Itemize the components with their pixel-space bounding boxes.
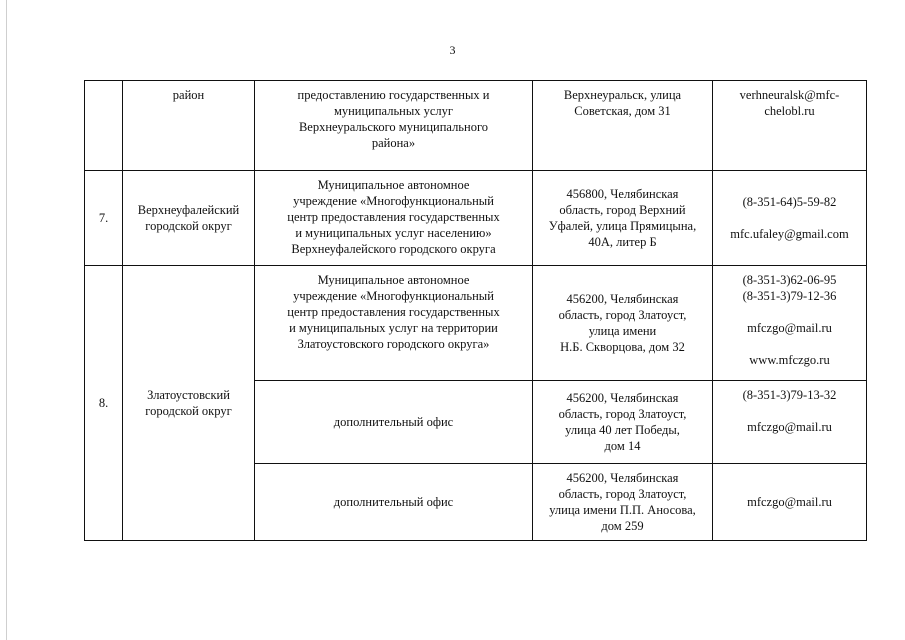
- contacts-cell: [713, 464, 867, 541]
- spacer-line: [716, 403, 863, 419]
- address-cell: [533, 81, 713, 171]
- email-text: mfc.ufaley@gmail.com: [730, 227, 849, 241]
- district-cell: [123, 81, 255, 171]
- row-number-cell: [85, 171, 123, 266]
- text-line: область, город Златоуст,: [558, 308, 687, 322]
- phone-text: (8-351-64)5-59-82: [742, 195, 837, 209]
- address-cell: [533, 266, 713, 381]
- text-line: предоставлению государственных и: [297, 88, 490, 102]
- email-text: mfczgo@mail.ru: [747, 321, 832, 335]
- address-cell: [533, 464, 713, 541]
- text-line: Златоустовский: [147, 388, 230, 402]
- text-line: дополнительный офис: [333, 495, 454, 509]
- text-line: учреждение «Многофункциональный: [293, 289, 494, 303]
- contacts-cell: [713, 266, 867, 381]
- organization-cell: [255, 81, 533, 171]
- phone-text: (8-351-3)79-12-36: [742, 289, 837, 303]
- text-line: Советская, дом 31: [574, 104, 671, 118]
- text-line: 40А, литер Б: [588, 235, 657, 249]
- text-line: область, город Златоуст,: [558, 407, 687, 421]
- email-text: mfczgo@mail.ru: [747, 495, 832, 509]
- text-line: и муниципальных услуг на территории: [289, 321, 498, 335]
- text-line: центр предоставления государственных: [287, 305, 500, 319]
- text-line: дом 259: [601, 519, 644, 533]
- text-line: улица 40 лет Победы,: [565, 423, 680, 437]
- organization-cell: [255, 266, 533, 381]
- district-cell: [123, 171, 255, 266]
- text-line: 456200, Челябинская: [566, 292, 679, 306]
- address-cell: [533, 381, 713, 464]
- organization-cell: [255, 464, 533, 541]
- text-line: муниципальных услуг: [333, 104, 454, 118]
- mfc-table: [84, 80, 867, 541]
- text-line: Верхнеуфалейский: [137, 203, 240, 217]
- text-line: район: [172, 88, 205, 102]
- text-line: центр предоставления государственных: [287, 210, 500, 224]
- phone-text: (8-351-3)79-13-32: [742, 388, 837, 402]
- text-line: и муниципальных услуг населению»: [295, 226, 492, 240]
- email-text: chelobl.ru: [764, 104, 815, 118]
- text-line: Н.Б. Скворцова, дом 32: [560, 340, 685, 354]
- contacts-cell: [713, 381, 867, 464]
- address-cell: [533, 171, 713, 266]
- text-line: Златоустовского городского округа»: [297, 337, 490, 351]
- spacer-line: [716, 304, 863, 320]
- text-line: Муниципальное автономное: [317, 273, 470, 287]
- text-line: Верхнеуфалейского городского округа: [291, 242, 496, 256]
- row-number-cell: [85, 266, 123, 541]
- row-number: 7.: [98, 211, 109, 225]
- text-line: область, город Златоуст,: [558, 487, 687, 501]
- text-line: городской округ: [145, 404, 232, 418]
- text-line: улица имени П.П. Аносова,: [549, 503, 696, 517]
- table-row: [85, 81, 867, 171]
- text-line: городской округ: [145, 219, 232, 233]
- page-number: 3: [449, 43, 456, 57]
- contacts-cell: [713, 171, 867, 266]
- text-line: учреждение «Многофункциональный: [293, 194, 494, 208]
- row-number-cell: [85, 81, 123, 171]
- text-line: 456200, Челябинская: [566, 471, 679, 485]
- table-row: [85, 266, 867, 381]
- text-line: района»: [371, 136, 416, 150]
- text-line: дом 14: [604, 439, 641, 453]
- text-line: 456800, Челябинская: [566, 187, 679, 201]
- page-edge-line: [6, 0, 7, 640]
- phone-text: (8-351-3)62-06-95: [742, 273, 837, 287]
- email-text: mfczgo@mail.ru: [747, 420, 832, 434]
- organization-cell: [255, 381, 533, 464]
- text-line: дополнительный офис: [333, 415, 454, 429]
- spacer-line: [716, 210, 863, 226]
- text-line: 456200, Челябинская: [566, 391, 679, 405]
- text-line: улица имени: [588, 324, 657, 338]
- organization-cell: [255, 171, 533, 266]
- table-row: [85, 171, 867, 266]
- district-cell: [123, 266, 255, 541]
- text-line: Верхнеуральского муниципального: [298, 120, 489, 134]
- text-line: Уфалей, улица Прямицына,: [548, 219, 697, 233]
- website-text: www.mfczgo.ru: [749, 353, 830, 367]
- text-line: Верхнеуральск, улица: [563, 88, 682, 102]
- row-number: 8.: [98, 396, 109, 410]
- text-line: область, город Верхний: [559, 203, 686, 217]
- spacer-line: [716, 336, 863, 352]
- email-text: verhneuralsk@mfc-: [739, 88, 840, 102]
- text-line: Муниципальное автономное: [317, 178, 470, 192]
- contacts-cell: [713, 81, 867, 171]
